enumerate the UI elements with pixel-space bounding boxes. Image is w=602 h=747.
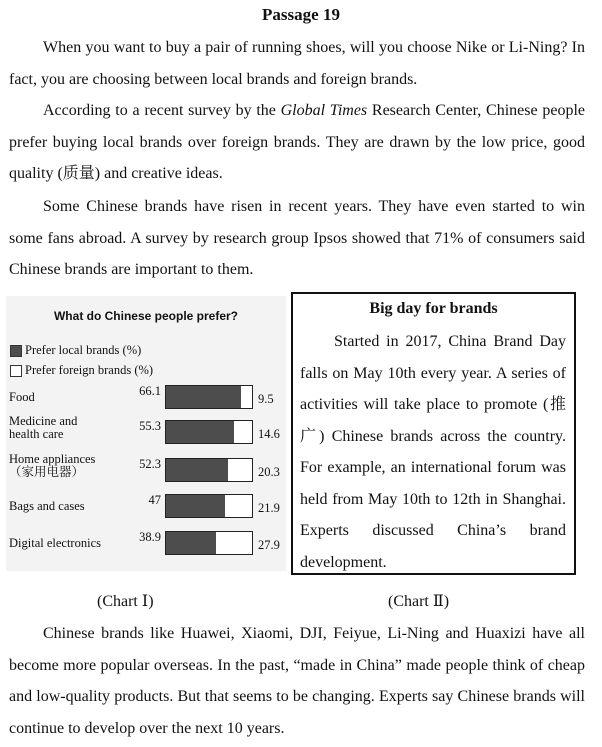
- category-label: [9, 500, 85, 513]
- value-local-label: 38.9: [139, 530, 161, 544]
- box-body: Started in 2017, China Brand Day falls on May 10th every year. A series of activities will take place to promote (推广) Chinese brands across the country. For example, an international forum was held from May 10th to 12th in Shanghai. Experts discussed China’s brand development.: [300, 333, 566, 571]
- chart-2-caption: (Chart Ⅱ): [388, 593, 450, 610]
- legend-label-foreign: Prefer foreign brands (%): [25, 363, 154, 377]
- chart-2-brand-day-box: [291, 292, 576, 575]
- value-local-label: 52.3: [139, 457, 161, 471]
- paragraph-2: [9, 95, 585, 190]
- bar-total: [165, 420, 253, 444]
- publication-name: Global Times: [280, 102, 368, 119]
- bar-total: [165, 385, 253, 409]
- bar-local: [166, 386, 241, 408]
- bar-local: [166, 421, 234, 443]
- paragraph-1: When you want to buy a pair of running shoes, will you choose Nike or Li-Ning? In fact, you are choosing between local brands and foreign brands.: [9, 39, 585, 88]
- value-foreign-label: 21.9: [258, 501, 280, 515]
- category-label: [9, 391, 35, 404]
- category-label-line: Medicine and: [9, 414, 78, 428]
- chart-title: What do Chinese people prefer?: [53, 309, 239, 323]
- value-local-label: 55.3: [139, 419, 161, 433]
- category-label: [9, 537, 101, 550]
- bar-total: [165, 531, 253, 555]
- bar-local: [166, 459, 228, 481]
- value-local-label: 66.1: [139, 384, 161, 398]
- bar-total: [165, 494, 253, 518]
- bar-total: [165, 458, 253, 482]
- passage-title: Passage 19: [262, 5, 340, 24]
- legend-label-local: Prefer local brands (%): [25, 343, 142, 357]
- chart-1-caption: (Chart Ⅰ): [97, 593, 154, 610]
- value-local-label: 47: [148, 493, 161, 507]
- value-foreign-label: 27.9: [258, 538, 280, 552]
- bar-local: [166, 495, 225, 517]
- legend-local: [10, 343, 141, 358]
- category-label-line: （家用电器）: [9, 465, 85, 479]
- paragraph-4: Chinese brands like Huawei, Xiaomi, DJI, Feiyue, Li-Ning and Huaxizi have all become more popular overseas. In the past, “made in China” made people think of cheap and low-quality products. But that seems to be changing. Experts say Chinese brands will continue to develop over the next 10 years.: [9, 625, 585, 737]
- paragraph-2-part-b: Research Center, Chinese people prefer buying local brands over foreign brands. They are drawn by the low price, good quality (质量) and creative ideas.: [9, 102, 585, 182]
- bar-local: [166, 532, 216, 554]
- value-foreign-label: 14.6: [258, 427, 280, 441]
- chart-1-preference-bar-chart: [6, 296, 286, 571]
- paragraph-2-part-a: According to a recent survey by the: [43, 102, 281, 119]
- category-label-line: Digital electronics: [9, 536, 101, 550]
- paragraph-3: Some Chinese brands have risen in recent years. They have even started to win some fans abroad. A survey by research group Ipsos showed that 71% of consumers said Chinese brands are important to them.: [9, 198, 585, 278]
- legend-foreign: [10, 363, 153, 378]
- category-label: [9, 453, 95, 479]
- category-label-line: Home appliances: [9, 452, 96, 466]
- value-foreign-label: 20.3: [258, 465, 280, 479]
- category-label-line: health care: [9, 427, 64, 441]
- category-label: [9, 415, 77, 441]
- legend-swatch-foreign: [10, 365, 22, 377]
- legend-swatch-local: [10, 345, 22, 357]
- category-label-line: Food: [9, 390, 35, 404]
- category-label-line: Bags and cases: [9, 499, 85, 513]
- box-title: Big day for brands: [369, 300, 498, 317]
- value-foreign-label: 9.5: [258, 392, 274, 406]
